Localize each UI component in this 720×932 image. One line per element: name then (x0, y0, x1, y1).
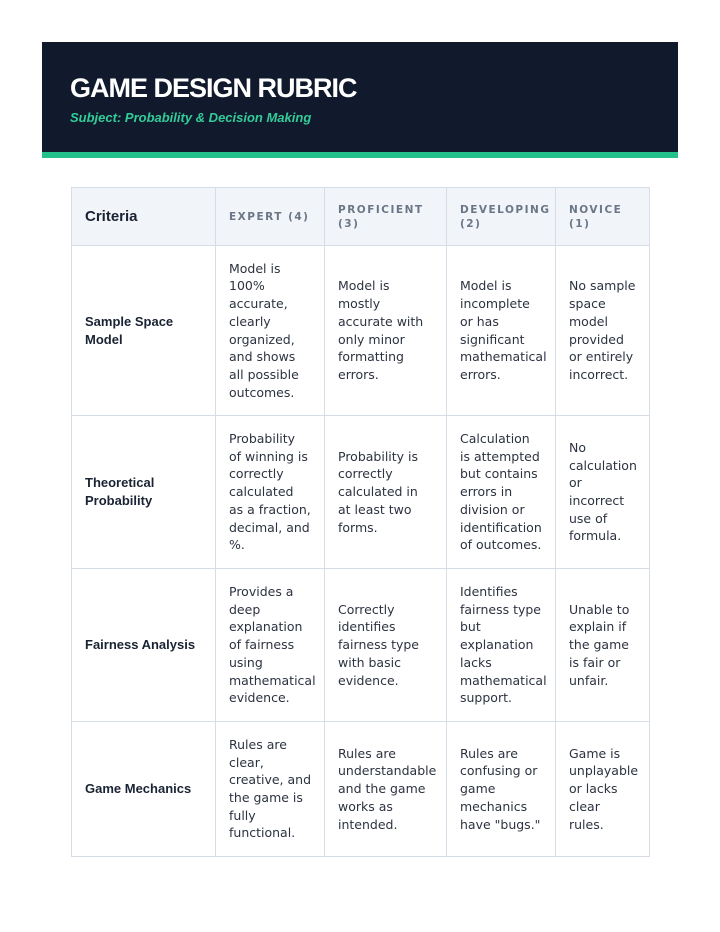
header-accent-bar (42, 152, 678, 158)
proficient-cell: Model is mostly accurate with only minor formatting errors. (325, 246, 447, 416)
column-header-criteria: Criteria (72, 188, 216, 246)
page-title: GAME DESIGN RUBRIC (70, 73, 357, 103)
expert-cell: Probability of winning is correctly calculated as a fraction, decimal, and %. (216, 416, 325, 569)
expert-cell: Rules are clear, creative, and the game is fully functional. (216, 722, 325, 857)
developing-cell: Identifies fairness type but explanation lacks mathematical support. (447, 569, 556, 722)
table-row (72, 722, 650, 857)
expert-cell: Model is 100% accurate, clearly organized, and shows all possible outcomes. (216, 246, 325, 416)
novice-cell: Unable to explain if the game is fair or unfair. (556, 569, 650, 722)
novice-cell: No sample space model provided or entirely incorrect. (556, 246, 650, 416)
column-header-developing: DEVELOPING (2) (447, 188, 556, 246)
developing-cell: Rules are confusing or game mechanics have "bugs." (447, 722, 556, 857)
criterion-cell: Sample Space Model (72, 246, 216, 416)
page-subtitle: Subject: Probability & Decision Making (70, 110, 312, 125)
developing-cell: Calculation is attempted but contains errors in division or identification of outcomes. (447, 416, 556, 569)
table-row (72, 416, 650, 569)
novice-cell: Game is unplayable or lacks clear rules. (556, 722, 650, 857)
column-header-proficient: PROFICIENT (3) (325, 188, 447, 246)
table-row (72, 569, 650, 722)
table-row (72, 246, 650, 416)
header-banner (42, 42, 678, 152)
column-header-expert: EXPERT (4) (216, 188, 325, 246)
criterion-cell: Theoretical Probability (72, 416, 216, 569)
novice-cell: No calculation or incorrect use of formula. (556, 416, 650, 569)
developing-cell: Model is incomplete or has significant mathematical errors. (447, 246, 556, 416)
rubric-table-container (71, 187, 649, 857)
proficient-cell: Rules are understandable and the game works as intended. (325, 722, 447, 857)
rubric-table (71, 187, 650, 857)
table-header-row (72, 188, 650, 246)
criterion-cell: Game Mechanics (72, 722, 216, 857)
proficient-cell: Probability is correctly calculated in at least two forms. (325, 416, 447, 569)
proficient-cell: Correctly identifies fairness type with basic evidence. (325, 569, 447, 722)
criterion-cell: Fairness Analysis (72, 569, 216, 722)
expert-cell: Provides a deep explanation of fairness using mathematical evidence. (216, 569, 325, 722)
column-header-novice: NOVICE (1) (556, 188, 650, 246)
